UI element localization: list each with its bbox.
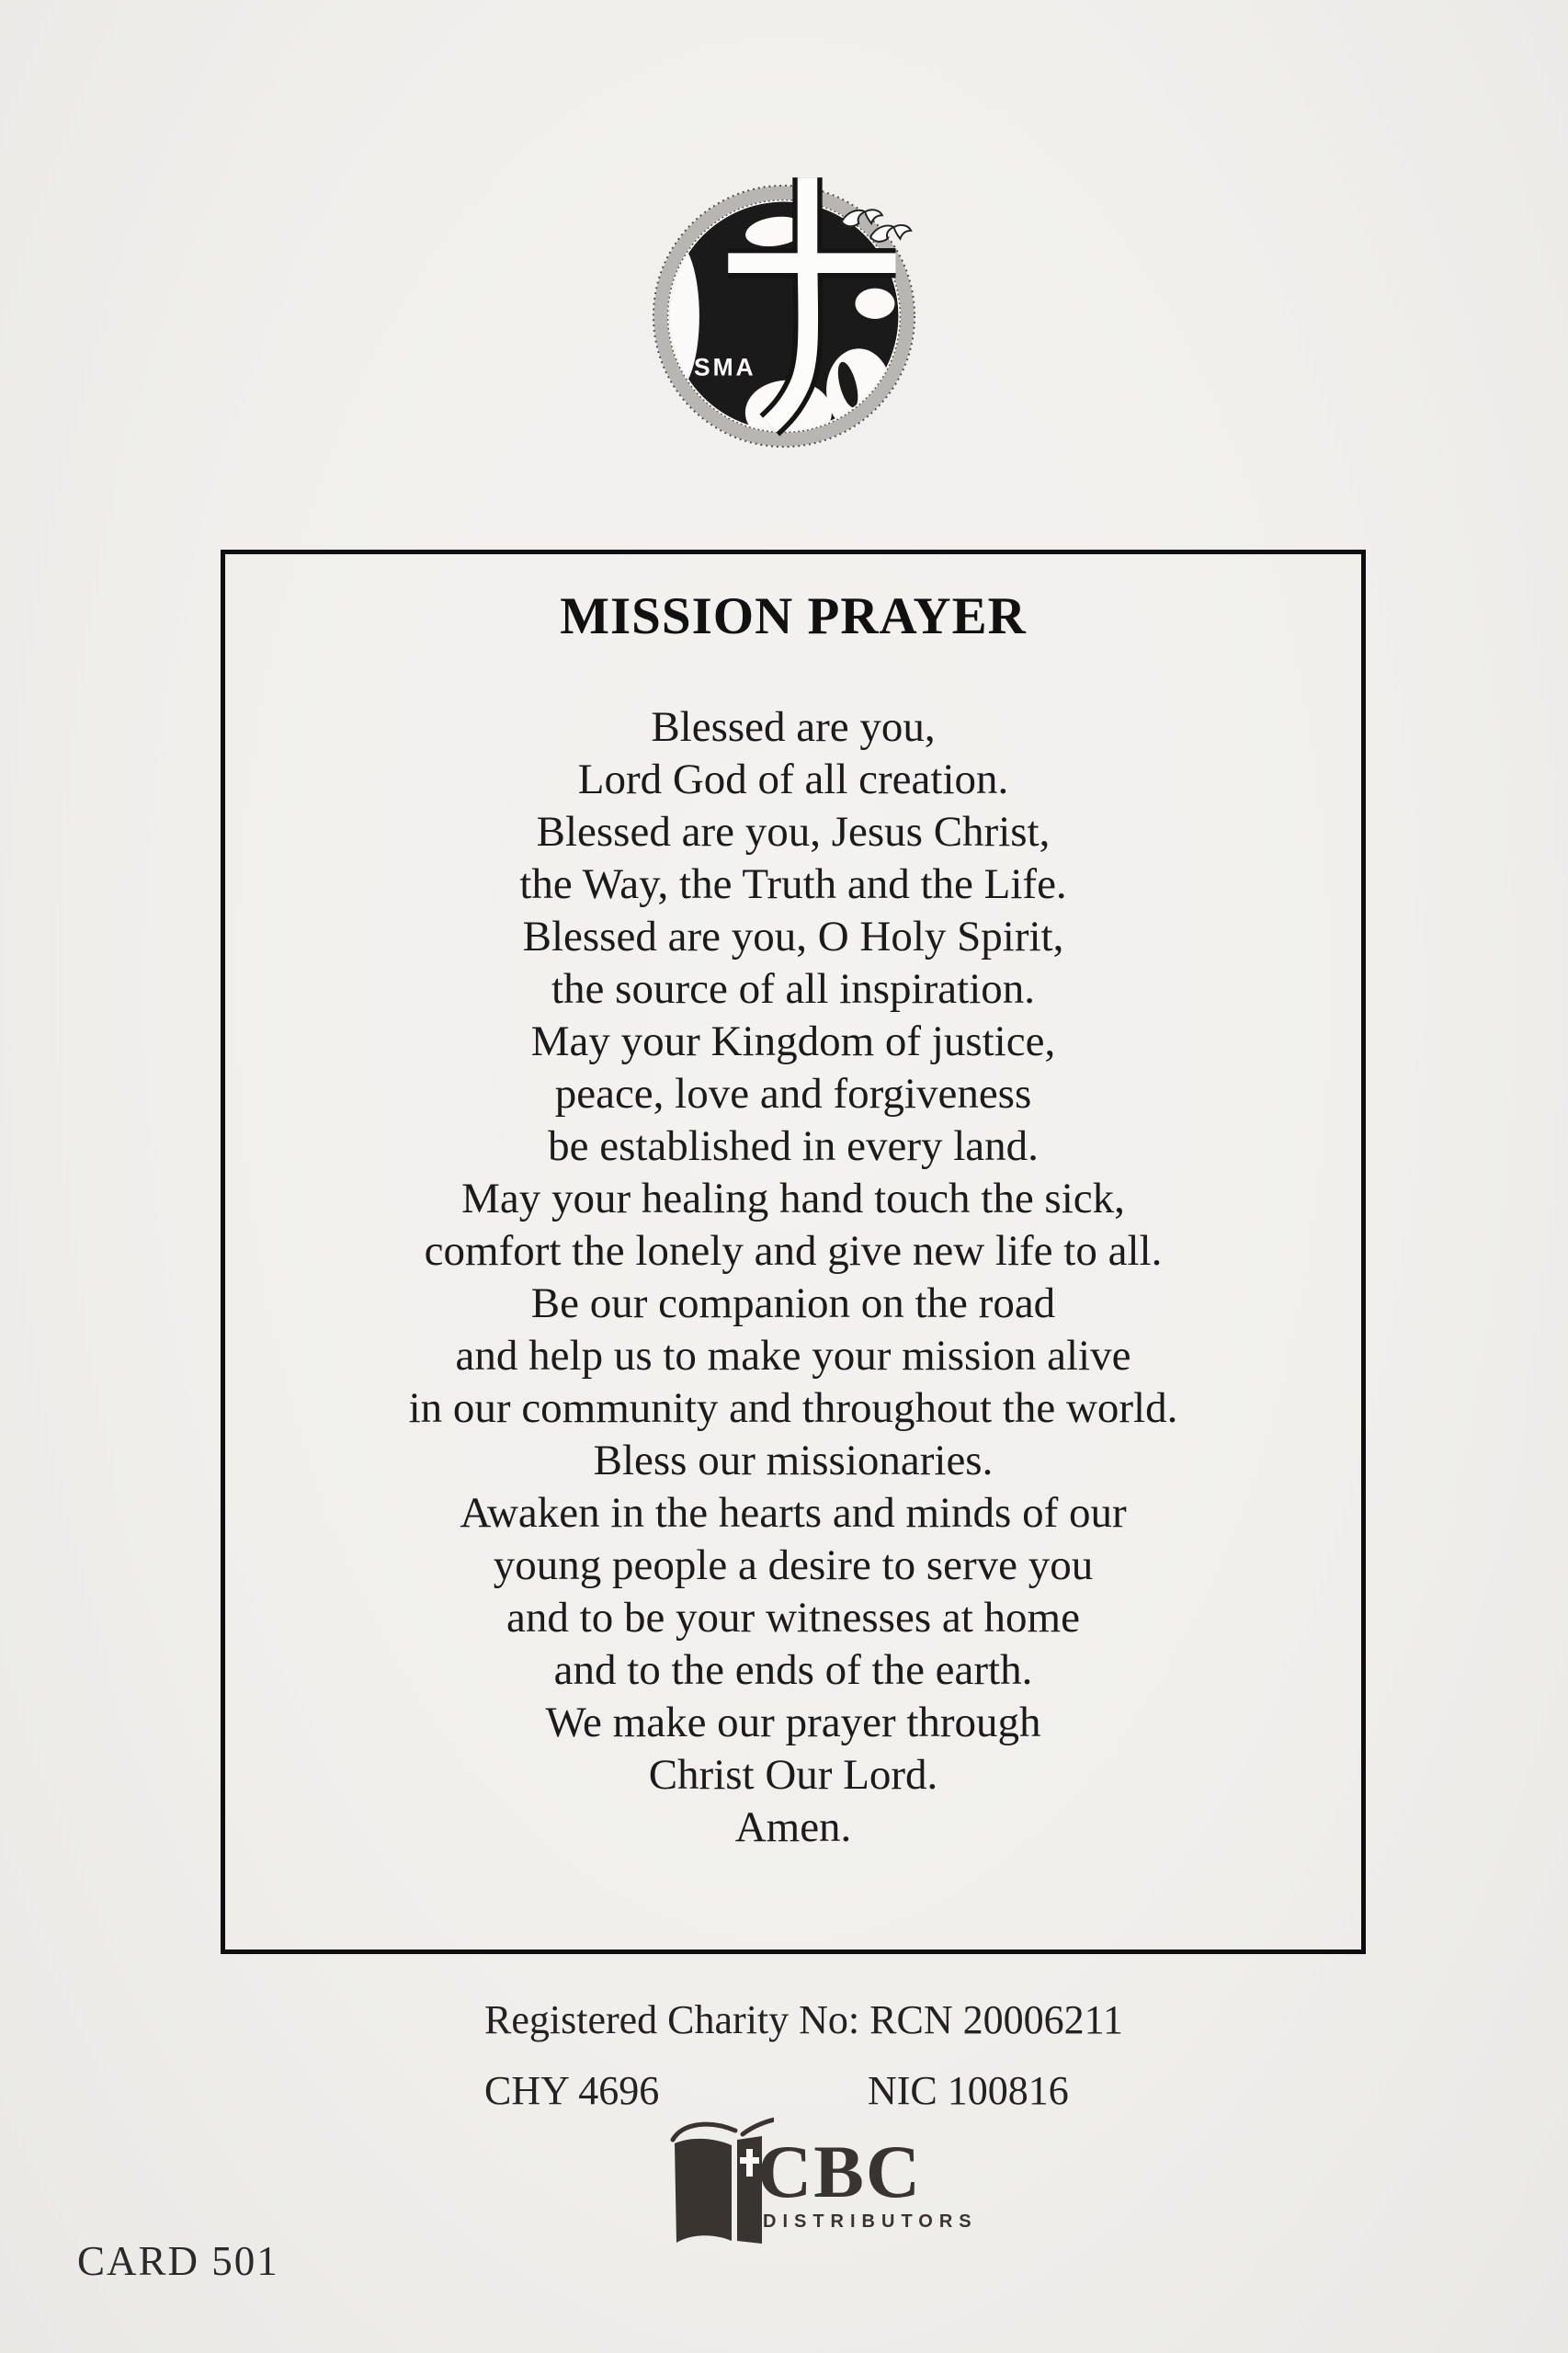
prayer-line: Christ Our Lord. [648,1751,938,1799]
charity-chy-number: CHY 4696 [484,2068,660,2113]
prayer-line: Blessed are you, Jesus Christ, [536,808,1051,856]
prayer-line: in our community and throughout the world. [408,1384,1178,1432]
open-book-icon [654,2103,774,2259]
sma-logo-text: SMA [694,353,756,381]
charity-registration [484,1996,1183,2117]
sma-globe-cross-icon [649,177,919,455]
prayer-line: peace, love and forgiveness [554,1070,1032,1118]
prayer-line: comfort the lonely and give new life to all. [424,1227,1163,1275]
prayer-line: We make our prayer through [545,1699,1041,1746]
prayer-line: May your healing hand touch the sick, [461,1175,1125,1222]
cbc-logo-subtitle: DISTRIBUTORS [763,2211,978,2232]
charity-nic-number: NIC 100816 [868,2068,1069,2113]
prayer-line: Lord God of all creation. [577,756,1009,803]
prayer-line: Amen. [734,1803,852,1851]
prayer-line: Be our companion on the road [530,1279,1056,1327]
prayer-line: and to be your witnesses at home [506,1594,1080,1642]
prayer-line: young people a desire to serve you [493,1541,1094,1589]
prayer-line: and to the ends of the earth. [553,1646,1033,1694]
sma-logo [649,177,919,455]
cbc-distributors-logo [654,2103,978,2259]
prayer-line: May your Kingdom of justice, [530,1017,1056,1065]
prayer-line: be established in every land. [548,1122,1039,1170]
prayer-line: Awaken in the hearts and minds of our [460,1489,1127,1537]
charity-registered-number: Registered Charity No: RCN 20006211 [484,1997,1123,2042]
prayer-line: Blessed are you, O Holy Spirit, [522,913,1064,961]
card-number: CARD 501 [77,2238,279,2284]
prayer-line: the source of all inspiration. [551,965,1035,1013]
prayer-line: Bless our missionaries. [593,1437,994,1484]
prayer-line: Blessed are you, [651,703,936,751]
prayer-box [221,550,1366,1954]
prayer-line: the Way, the Truth and the Life. [519,860,1067,908]
prayer-line: and help us to make your mission alive [455,1332,1131,1380]
prayer-title: MISSION PRAYER [560,587,1027,645]
prayer-text [225,701,1361,1854]
cbc-logo-text: CBC [757,2130,923,2213]
